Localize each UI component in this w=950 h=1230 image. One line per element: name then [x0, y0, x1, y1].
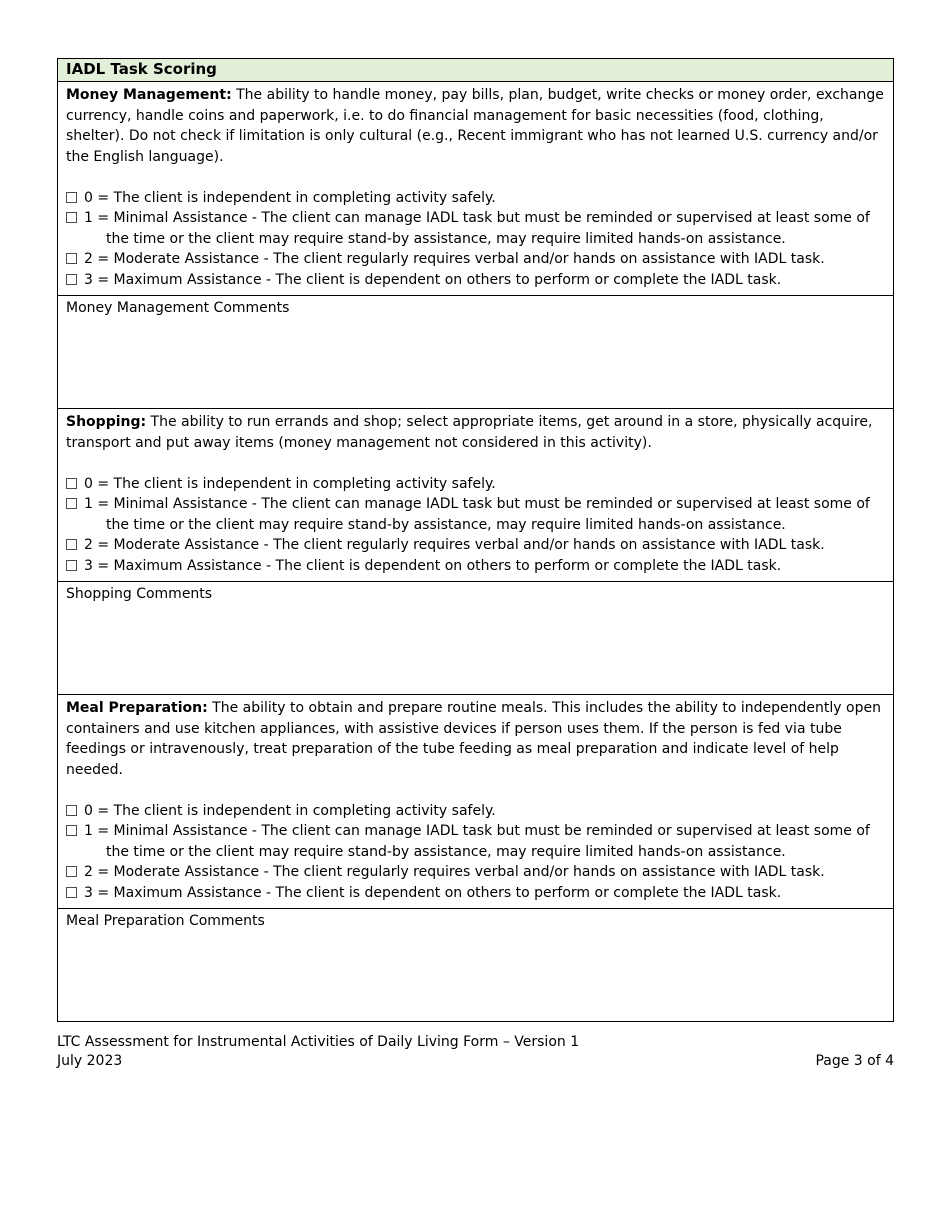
- score-option-1: 1 = Minimal Assistance - The client can manage IADL task but must be reminded or supervised at least some of the time or the client may require stand-by assistance, may require limited hands-on assistance.: [66, 208, 885, 249]
- checkbox-icon[interactable]: [66, 253, 77, 264]
- score-option-0: 0 = The client is independent in completing activity safely.: [66, 474, 885, 495]
- score-option-3: 3 = Maximum Assistance - The client is dependent on others to perform or complete the IADL task.: [66, 556, 885, 577]
- checkbox-icon[interactable]: [66, 478, 77, 489]
- score-option-1: 1 = Minimal Assistance - The client can manage IADL task but must be reminded or supervised at least some of the time or the client may require stand-by assistance, may require limited hands-on assistance.: [66, 821, 885, 862]
- checkbox-icon[interactable]: [66, 866, 77, 877]
- comments-label: Meal Preparation Comments: [66, 913, 265, 929]
- page-footer: [57, 1033, 894, 1070]
- score-option-3: 3 = Maximum Assistance - The client is dependent on others to perform or complete the IADL task.: [66, 270, 885, 291]
- footer-page-number: Page 3 of 4: [815, 1052, 894, 1069]
- score-option-0: 0 = The client is independent in completing activity safely.: [66, 801, 885, 822]
- task-description: Money Management: The ability to handle money, pay bills, plan, budget, write checks or money order, exchange currency, handle coins and paperwork, i.e. to do financial management for basic necessities (food, clothing, shelter). Do not check if limitation is only cultural (e.g., Recent immigrant who has not learned U.S. currency and/or the English language).: [66, 87, 884, 165]
- iadl-task-scoring-table: [57, 58, 894, 1022]
- score-options: [66, 188, 885, 291]
- checkbox-icon[interactable]: [66, 212, 77, 223]
- checkbox-icon[interactable]: [66, 805, 77, 816]
- score-option-1: 1 = Minimal Assistance - The client can manage IADL task but must be reminded or supervised at least some of the time or the client may require stand-by assistance, may require limited hands-on assistance.: [66, 494, 885, 535]
- section-header: IADL Task Scoring: [58, 59, 893, 81]
- checkbox-icon[interactable]: [66, 539, 77, 550]
- score-options: [66, 801, 885, 904]
- task-label: Shopping:: [66, 414, 147, 430]
- footer-form-title: LTC Assessment for Instrumental Activities of Daily Living Form – Version 1: [57, 1034, 580, 1050]
- footer-date: July 2023: [57, 1052, 123, 1069]
- score-option-2: 2 = Moderate Assistance - The client regularly requires verbal and/or hands on assistance with IADL task.: [66, 535, 885, 556]
- checkbox-icon[interactable]: [66, 274, 77, 285]
- score-option-2: 2 = Moderate Assistance - The client regularly requires verbal and/or hands on assistance with IADL task.: [66, 862, 885, 883]
- score-option-2: 2 = Moderate Assistance - The client regularly requires verbal and/or hands on assistance with IADL task.: [66, 249, 885, 270]
- money-management-comments-box[interactable]: [58, 295, 893, 408]
- shopping-comments-box[interactable]: [58, 581, 893, 694]
- score-options: [66, 474, 885, 577]
- task-description: Meal Preparation: The ability to obtain and prepare routine meals. This includes the ability to independently open containers and use kitchen appliances, with assistive devices if person uses them. If the person is fed via tube feedings or intravenously, treat preparation of the tube feeding as meal preparation and indicate level of help needed.: [66, 700, 881, 778]
- score-option-0: 0 = The client is independent in completing activity safely.: [66, 188, 885, 209]
- comments-label: Money Management Comments: [66, 300, 290, 316]
- comments-label: Shopping Comments: [66, 586, 213, 602]
- meal-preparation-comments-box[interactable]: [58, 908, 893, 1021]
- checkbox-icon[interactable]: [66, 192, 77, 203]
- checkbox-icon[interactable]: [66, 498, 77, 509]
- task-label: Money Management:: [66, 87, 232, 103]
- checkbox-icon[interactable]: [66, 560, 77, 571]
- meal-preparation-section: [58, 694, 893, 908]
- checkbox-icon[interactable]: [66, 825, 77, 836]
- money-management-section: [58, 81, 893, 295]
- shopping-section: [58, 408, 893, 581]
- task-label: Meal Preparation:: [66, 700, 208, 716]
- checkbox-icon[interactable]: [66, 887, 77, 898]
- task-description: Shopping: The ability to run errands and shop; select appropriate items, get around in a store, physically acquire, transport and put away items (money management not considered in this activity).: [66, 414, 873, 451]
- score-option-3: 3 = Maximum Assistance - The client is dependent on others to perform or complete the IADL task.: [66, 883, 885, 904]
